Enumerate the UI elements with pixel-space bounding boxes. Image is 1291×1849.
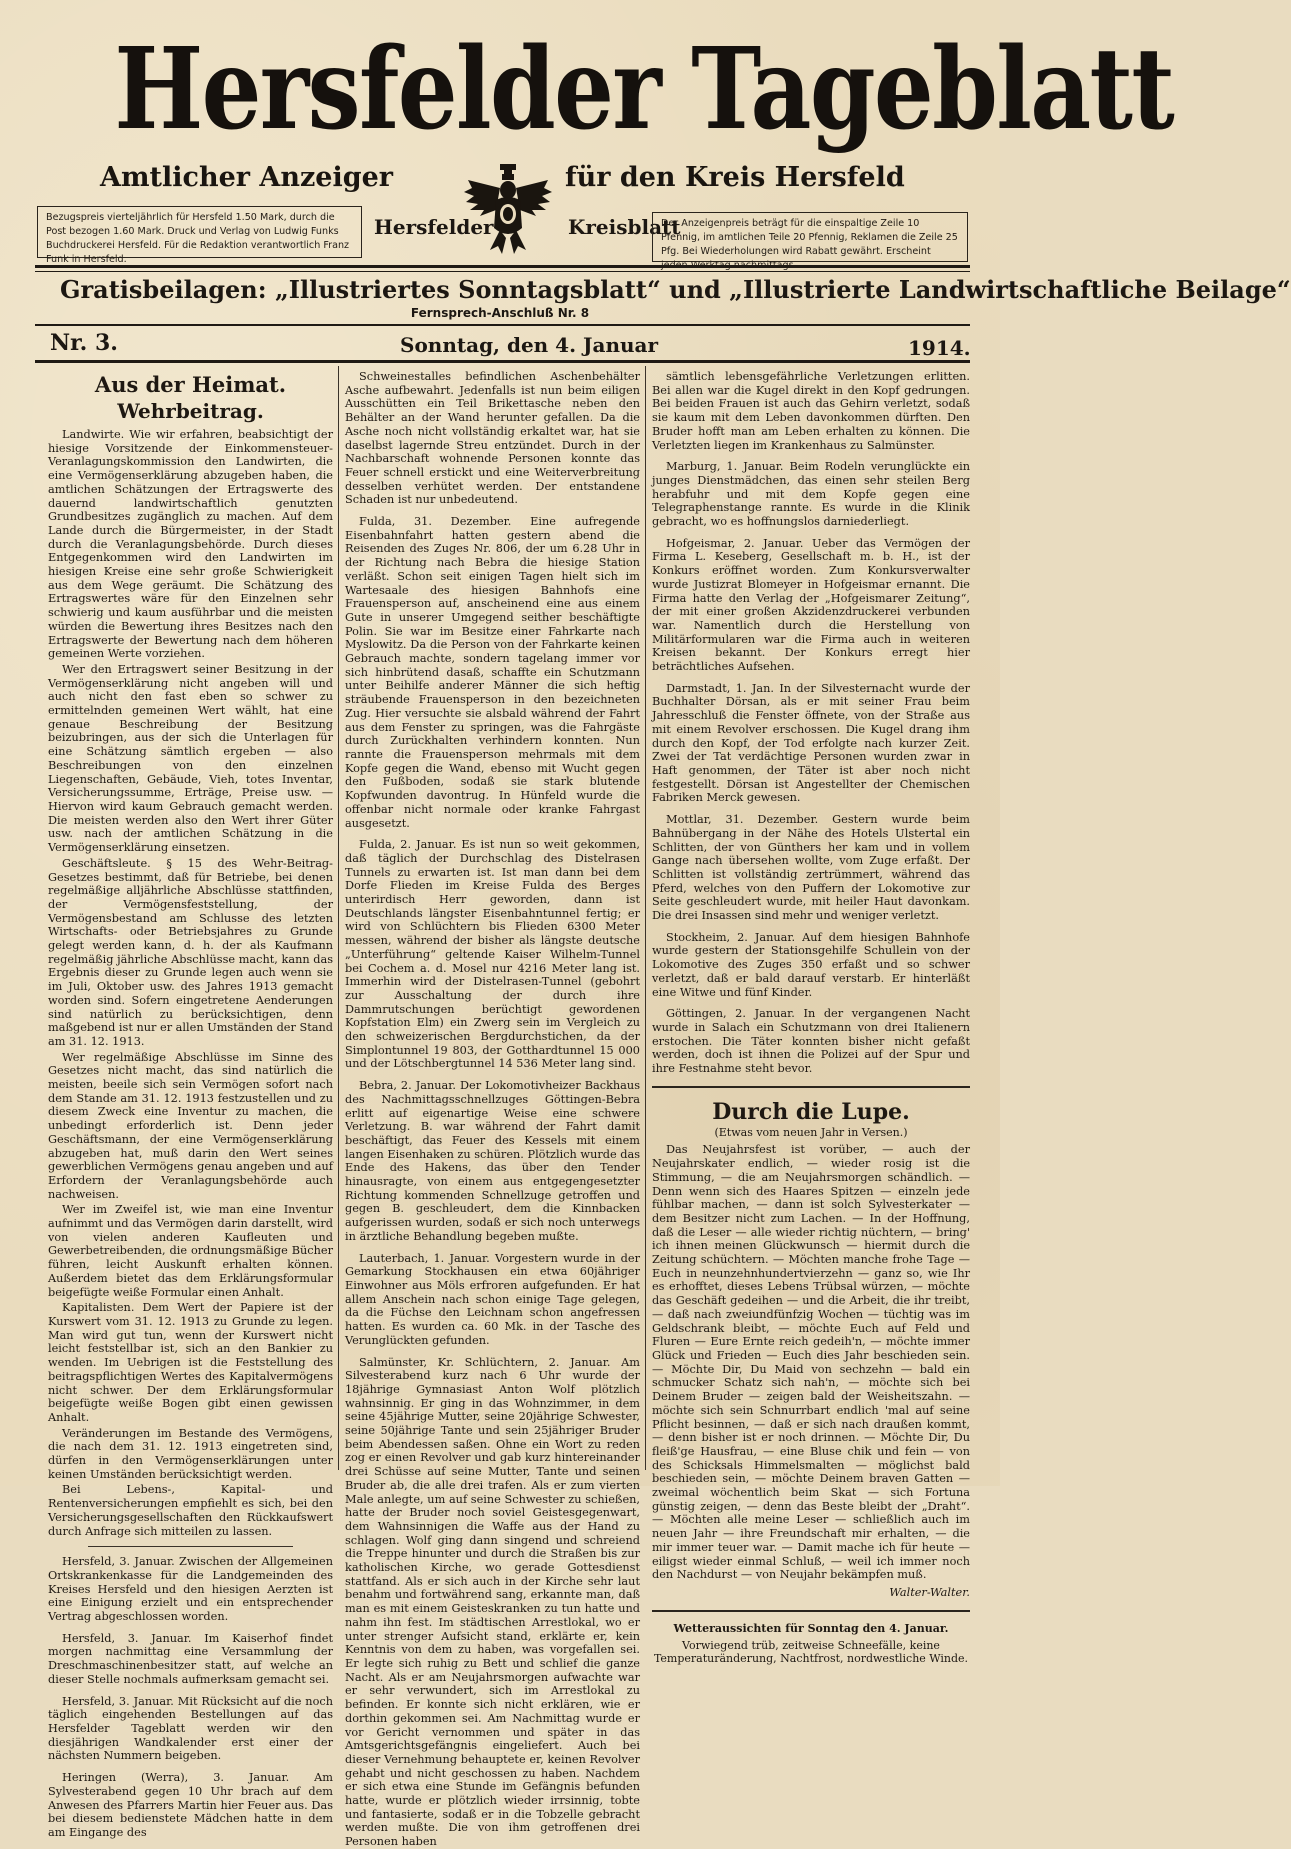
separator [88, 1546, 293, 1547]
article-paragraph: Göttingen, 2. Januar. In der vergangenen Nacht wurde in Salach ein Schutzmann von drei Italienern erstochen. Die Täter konnten bisher nicht gefaßt werden, doch ist ihnen die Polizei auf der Spur und ihre Festnahme steht bevor. [652, 1007, 970, 1076]
local-note: Heringen (Werra), 3. Januar. Am Sylvesterabend gegen 10 Uhr brach auf dem Anwesen des Pfarrers Martin hier Feuer aus. Das bei diesem bedienstete Mädchen hatte in dem am Eingange des [48, 1771, 333, 1839]
article-paragraph: Fulda, 2. Januar. Es ist nun so weit gekommen, daß täglich der Durchschlag des Distelrasen Tunnels zu erwarten ist. Ist man dann bei dem Dorfe Flieden im Kreise Fulda des Berges unterirdisch Herr geworden, dann ist Deutschlands längster Eisenbahntunnel fertig; er wird von Schlüchtern bis Flieden 6300 Meter messen, während der bisher als längste deutsche „Unterführung“ geltende Kaiser Wilhelm-Tunnel bei Cochem a. d. Mosel nur 4216 Meter lang ist. Immerhin wird der Distelrasen-Tunnel (gebohrt zur Ausschaltung der durch ihre Dammrutschungen berüchtigt gewordenen Kopfstation Elm) ein Zwerg sein im Vergleich zu den schweizerischen Bergdurchstichen, da der Simplontunnel 19 803, der Gotthardtunnel 15 000 und der Lötschbergtunnel 14 536 Meter lang sind. [345, 838, 640, 1071]
column-2 [345, 370, 641, 1849]
article-paragraph: Wer den Ertragswert seiner Besitzung in der Vermögenserklärung nicht angeben will und auch nicht den fast eben so schwer zu ermittelnden gemeinen Wert wählt, hat eine genaue Beschreibung der Besitzung beizubringen, aus der sich die Unterlagen für eine Schätzung sämtlich ergeben — also Beschreibungen von den einzelnen Liegenschaften, Gebäude, Vieh, totes Inventar, Versicherungssumme, Erträge, Preise usw. — Hiervon wird kaum Gebrauch gemacht werden. Die meisten werden also den Wert ihrer Güter usw. nach der amtlichen Schätzung in die Vermögenserklärung einsetzen. [48, 662, 333, 855]
issue-date: Sonntag, den 4. Januar [400, 333, 659, 357]
article-paragraph: Mottlar, 31. Dezember. Gestern wurde beim Bahnübergang in der Nähe des Hotels Ulstertal ein Schlitten, der von Günthers her kam und in vollem Gange nach übersehen wollte, vom Zuge erfaßt. Der Schlitten ist vollständig zertrümmert, während das Pferd, welches von den Puffern der Lokomotive zur Seite geschleudert wurde, mit heiler Haut davonkam. Die drei Insassen sind mehr und weniger verletzt. [652, 813, 970, 923]
article-paragraph: Wer im Zweifel ist, wie man eine Inventur aufnimmt und das Vermögen darin darstellt, wird von vielen anderen Kaufleuten und Gewerbetreibenden, die ordnungsmäßige Bücher führen, leicht Auskunft erhalten können. Außerdem bietet das dem Erklärungsformular beigefügte weiße Formular einen Anhalt. [48, 1203, 333, 1299]
article-paragraph: Veränderungen im Bestande des Vermögens, die nach dem 31. 12. 1913 eingetreten sind, dürfen in den Vermögenserklärungen unter keinen Umständen berücksichtigt werden. [48, 1426, 333, 1481]
subtitle-official: Amtlicher Anzeiger [100, 162, 394, 193]
article-paragraph: Bei Lebens-, Kapital- und Rentenversicherungen empfiehlt es sich, bei den Versicherungsgesellschaften den Rückkaufswert durch Anfrage sich mitteilen zu lassen. [48, 1483, 333, 1538]
article-paragraph: Hofgeismar, 2. Januar. Ueber das Vermögen der Firma L. Keseberg, Gesellschaft m. b. H., ist der Konkurs eröffnet worden. Zum Konkursverwalter wurde Justizrat Blomeyer in Hofgeismar ernannt. Die Firma hatte den Verlag der „Hofgeismarer Zeitung“, der mit einer großen Akzidenzdruckerei verbunden war. Namentlich durch die Herstellung von Militärformularen war die Firma auch in weiteren Kreisen bekannt. Der Konkurs erregt hier beträchtliches Aufsehen. [652, 536, 970, 674]
author-signature: Walter-Walter. [889, 1585, 970, 1599]
article-paragraph: Geschäftsleute. § 15 des Wehr-Beitrag-Gesetzes bestimmt, daß für Betriebe, bei denen regelmäßige alljährliche Abschlüsse stattfinden, der Vermögensfeststellung, der Vermögensbestand am Schlusse des letzten Wirtschafts- oder Betriebsjahres zu Grunde gelegt werden kann, d. h. der als Kaufmann regelmäßig jährliche Abschlüsse macht, kann das Ergebnis dieser zu Grunde legen auch wenn sie im Juli, Oktober usw. des Jahres 1913 gemacht worden sind. Sofern eingetretene Aenderungen sind natürlich zu berücksichtigen, denn maßgebend ist nur er allen Umständen der Stand am 31. 12. 1913. [48, 856, 333, 1048]
phone-line: Fernsprech-Anschluß Nr. 8 [410, 306, 590, 320]
advert-price-info: Der Anzeigenpreis beträgt für die einspaltige Zeile 10 Pfennig, im amtlichen Teile 20 Pfennig, Reklamen die Zeile 25 Pfg. Bei Wiederholungen wird Rabatt gewährt. Erscheint [652, 212, 968, 262]
issue-number: Nr. 3. [50, 330, 118, 356]
article-paragraph: Marburg, 1. Januar. Beim Rodeln verunglückte ein junges Dienstmädchen, das einen sehr steilen Berg herabfuhr und mit dem Kopfe gegen eine Telegraphenstange rannte. Es wurde in die Klinik gebracht, wo es hoffnungslos darniederliegt. [652, 460, 970, 529]
column-divider [645, 366, 646, 1470]
weather-forecast: Vorwiegend trüb, zeitweise Schneefälle, keine Temperaturänderung, Nachtfrost, nordwestliche Winde. [653, 1638, 969, 1665]
section-heading: Aus der Heimat. [94, 372, 287, 397]
divider [35, 265, 970, 268]
feuilleton-subheading: (Etwas vom neuen Jahr in Versen.) [714, 1125, 908, 1139]
side-label-left: Hersfelder [374, 215, 494, 239]
local-note: Hersfeld, 3. Januar. Zwischen der Allgemeinen Ortskrankenkasse für die Landgemeinden des Kreises Hersfeld und den hiesigen Aerzten ist eine Einigung erzielt und ein entsprechender Vertrag abgeschlossen worden. [48, 1555, 333, 1624]
separator [652, 1086, 970, 1088]
side-label-right: Kreisblatt [568, 215, 681, 239]
local-note: Hersfeld, 3. Januar. Mit Rücksicht auf die noch täglich eingehenden Bestellungen auf das Hersfelder Tageblatt werden wir den diesjährigen Wandkalender erst einer der nächsten Nummern beigeben. [48, 1694, 333, 1763]
divider [35, 360, 970, 363]
subtitle-district: für den Kreis Hersfeld [565, 162, 905, 193]
supplements-banner: Gratisbeilagen: „Illustriertes Sonntagsblatt“ und „Illustrierte Landwirtschaftliche Beilage“ [60, 275, 1291, 304]
local-note: Hersfeld, 3. Januar. Im Kaiserhof findet morgen nachmittag eine Versammlung der Dreschmaschinenbesitzer statt, auf welche an dieser Stelle nochmals aufmerksam gemacht sei. [48, 1631, 333, 1686]
feuilleton-heading: Durch die Lupe. [712, 1098, 910, 1125]
divider [35, 324, 970, 326]
article-paragraph: Wer regelmäßige Abschlüsse im Sinne des Gesetzes nicht macht, das sind natürlich die meisten, beeile sich sein Vermögen sofort nach dem Stande am 31. 12. 1913 festzustellen und zu diesem Zweck eine Inventur zu machen, die unbedingt erforderlich ist. Denn jeder Geschäftsmann, der eine Vermögenserklärung abzugeben hat, muß darin den Wert seines gewerblichen Vermögens genau angeben und auf Erfordern der Veranlagungsbehörde auch nachweisen. [48, 1050, 333, 1201]
article-paragraph: Lauterbach, 1. Januar. Vorgestern wurde in der Gemarkung Stockhausen ein etwa 60jähriger Einwohner aus Möls erfroren aufgefunden. Er hat allem Anschein nach schon einige Tage gelegen, da die Füchse den Leichnam schon angefressen hatten. Es wurden ca. 60 Mk. in der Tasche des Verunglückten gefunden. [345, 1251, 640, 1347]
column-1 [48, 370, 333, 1839]
newspaper-title: Hersfelder Tageblatt [114, 24, 1174, 155]
separator [652, 1610, 970, 1612]
article-paragraph: Kapitalisten. Dem Wert der Papiere ist der Kurswert vom 31. 12. 1913 zu Grunde zu legen. Man wird gut tun, wenn der Kurswert nicht leicht feststellbar ist, sich an den Bankier zu wenden. Im Uebrigen ist die Feststellung des beitragspflichtigen Wertes des Kapitalvermögens nicht schwer. Der dem Erklärungsformular beigefügte weiße Bogen gibt einen gewissen Anhalt. [48, 1301, 333, 1424]
article-paragraph: Salmünster, Kr. Schlüchtern, 2. Januar. Am Silvesterabend kurz nach 6 Uhr wurde der 18jährige Gymnasiast Anton Wolf plötzlich wahnsinnig. Er ging in das Wohnzimmer, in dem seine 45jährige Mutter, seine 20jährige Schwester, seine 50jährige Tante und sein 25jähriger Bruder beim Abendessen saßen. Ohne ein Wort zu reden zog er einen Revolver und gab kurz hintereinander drei Schüsse auf seine Mutter, Tante und seinen Bruder ab, die alle drei trafen. Als er zum vierten Male anlegte, um auf seine Schwester zu schießen, hatte der Bruder noch soviel Geistesgegenwart, dem Wahnsinnigen die Waffe aus der Hand zu schlagen. Wolf ging dann singend und schreiend die Treppe hinunter und durch die Straßen bis zur katholischen Kirche, wo gerade Gottesdienst stattfand. Als er sich auch in der Kirche sehr laut benahm und fortwährend sang, erkannte man, daß man es mit einem Geisteskranken zu tun hatte und nahm ihn fest. Im städtischen Arrestlokal, wo er unter strenger Aufsicht stand, erklärte er, kein Kenntnis von dem zu haben, was vorgefallen sei. Er legte sich ruhig zu Bett und schlief die ganze Nacht. Als er am Neujahrsmorgen aufwachte war er sehr verwundert, sich im Arrestlokal zu befinden. Er konnte sich nicht erklären, wie er dorthin gekommen sei. Am Nachmittag wurde er vor Gericht vernommen und später in das Amtsgerichtsgefängnis eingeliefert. Auch bei dieser Vernehmung behauptete er, keinen Revolver gehabt und nicht geschossen zu haben. Nachdem er sich etwa eine Stunde im Gefängnis befunden hatte, wurde er plötzlich wieder irrsinnig, tobte und fantasierte, sodaß er in die Tobzelle gebracht werden mußte. Die von ihm getroffenen drei Personen haben [345, 1355, 640, 1849]
article-paragraph: Schweinestalles befindlichen Aschenbehälter Asche aufbewahrt. Jedenfalls ist nun beim eiligen Ausschütten ein Teil Brikettasche neben den Behälter an der Wand herunter gefallen. Da die Asche noch nicht vollständig erkaltet war, hat sie daselbst lagernde Streu entzündet. Durch in der Nachbarschaft wohnende Personen konnte das Feuer schnell erstickt und eine Weiterverbreitung desselben verhütet werden. Der entstandene Schaden ist nur unbedeutend. [345, 370, 640, 507]
article-paragraph: Darmstadt, 1. Jan. In der Silvesternacht wurde der Buchhalter Dörsan, als er mit seiner Frau beim Jahresschluß die Fenster öffnete, von der Straße aus mit einem Revolver erschossen. Die Kugel drang ihm durch den Kopf, der Tod erfolgte nach kurzer Zeit. Zwei der Tat verdächtige Personen wurden zwar in Haft genommen, der Täter ist aber noch nicht festgestellt. Dörsan ist Angestellter der Chemischen Fabriken Merck gewesen. [652, 681, 970, 805]
column-3 [652, 370, 970, 1665]
article-paragraph: Landwirte. Wie wir erfahren, beabsichtigt der hiesige Vorsitzende der Einkommensteuer-Veranlagungskommission den Landwirten, die eine Vermögenserklärung abzugeben haben, die amtlichen Schätzungen der Ertragswerte des dauernd landwirtschaftlich genutzten Grundbesitzes zugänglich zu machen. Auf dem Lande durch die Bürgermeister, in der Stadt durch die Veranlagungsbehörde. Durch dieses Entgegenkommen wird den Landwirten im hiesigen Kreise eine sehr große Schwierigkeit aus dem Wege geräumt. Die Schätzung des Ertragswertes wäre für den Einzelnen sehr schwierig und kaum ausführbar und die meisten würden die Bewertung ihres Besitzes nach den Ertragswerte der Bewertung nach dem höheren gemeinen Werte vorziehen. [48, 428, 333, 661]
subscription-info: Bezugspreis vierteljährlich für Hersfeld 1.50 Mark, durch die Post bezogen 1.60 Mark. Druck und Verlag von Ludwig Funks Buchdruckerei Hersfeld. Für die Redaktion verantwortlich Franz Funk in Hersfeld. [37, 206, 362, 258]
article-paragraph: Stockheim, 2. Januar. Auf dem hiesigen Bahnhofe wurde gestern der Stationsgehilfe Schullein von der Lokomotive des Zuges 350 erfaßt und so schwer verletzt, daß er bald darauf verstarb. Er hinterläßt eine Witwe und fünf Kinder. [652, 930, 970, 999]
article-paragraph: Bebra, 2. Januar. Der Lokomotivheizer Backhaus des Nachmittagsschnellzuges Göttingen-Bebra erlitt auf eigenartige Weise eine schwere Verletzung. B. war während der Fahrt damit beschäftigt, das Feuer des Kessels mit einem langen Eisenhaken zu schüren. Plötzlich wurde das Ende des Hakens, das über den Tender hinausragte, von einem aus entgegengesetzter Richtung kommenden Schnellzuge getroffen und gegen B. geschleudert, dem die Kinnbacken aufgerissen wurden, sodaß er sich noch unterwegs in ärztliche Behandlung begeben mußte. [345, 1079, 641, 1243]
article-paragraph: Fulda, 31. Dezember. Eine aufregende Eisenbahnfahrt hatten gestern abend die Reisenden des Zuges Nr. 806, der um 6.28 Uhr in der Richtung nach Bebra die hiesige Station verläßt. Schon seit einigen Tagen hielt sich im Wartesaale des hiesigen Bahnhofs eine Frauensperson auf, anscheinend eine aus einem Gute in unserer Umgegend seither beschäftigte Polin. Sie war im Besitze einer Fahrkarte nach Myslowitz. Da die Person von der Fahrkarte keinen Gebrauch machte, sondern tagelang immer vor sich hinbrütend dasaß, schaffte ein Schutzmann unter Beihilfe anderer Männer die sich heftig sträubende Frauensperson in den bezeichneten Zug. Hier versuchte sie alsbald während der Fahrt aus dem Fenster zu springen, was die Fahrgäste durch Zurückhalten verhindern konnten. Nun rannte die Frauensperson mehrmals mit dem Kopfe gegen die Wand, ebenso mit Wucht gegen den Fußboden, sodaß sie stark blutende Kopfwunden davontrug. In Hünfeld wurde die offenbar nicht normale oder kranke Fahrgast ausgesetzt. [345, 515, 640, 830]
eagle-crest-icon [460, 158, 556, 258]
weather-heading: Wetteraussichten für Sonntag den 4. Januar. [673, 1621, 949, 1635]
article-heading: Wehrbeitrag. [117, 399, 264, 423]
column-divider [338, 366, 339, 1470]
article-paragraph: sämtlich lebensgefährliche Verletzungen erlitten. Bei allen war die Kugel direkt in den Kopf gedrungen. Bei beiden Frauen ist auch das Gehirn verletzt, sodaß sie kaum mit dem Leben davonkommen dürften. Den Bruder hofft man am Leben erhalten zu können. Die Verletzten liegen im Krankenhaus zu Salmünster. [652, 370, 970, 452]
issue-year: 1914. [908, 336, 971, 360]
feuilleton-text: Das Neujahrsfest ist vorüber, — auch der Neujahrskater endlich, — wieder rosig ist die Stimmung, — die am Neujahrsmorgen schändlich. — Denn wenn sich des Haares Spitzen — einzeln jede fühlbar machen, — dann ist solch Sylvesterkater — dem Besitzer nicht zum Lachen. — In der Hoffnung, daß die Leser — alle wieder richtig nüchtern, — bring' ich ihnen meinen Glückwunsch — hiermit durch die Zeitung schüchtern. — Möchten manche frohe Tage — Euch in neunzehnhundertvierzehn — ganz so, wie Ihr es erhofftet, dieses Lebens Trübsal würzen, — möchte das Geschäft gedeihen — und die Arbeit, die ihr treibt, — daß nach zweiundfünfzig Wochen — tüchtig was im Geldschrank bleibt, — möchte Euch auf Feld und Fluren — Eure Ernte reich gedeih'n, — möchte immer Glück und Frieden — Euch dies Jahr beschieden sein. — Möchte Dir, Du Maid von sechzehn — bald ein schmucker Schatz sich nah'n, — möchte sich bei Deinem Bruder — zeigen bald der Weisheitszahn. — möchte sich sein Schnurrbart endlich 'mal auf seine Pflicht besinnen, — daß er sich nach draußen kommt, — denn bisher ist er noch drinnen. — Möchte Dir, Du fleiß'ge Hausfrau, — eine Bluse chik und fein — von des Schicksals Himmelsmalten — möglichst bald beschieden sein, — möchte Deinem braven Gatten — zweimal wöchentlich beim Skat — sich Fortuna günstig zeigen, — denn das Beste bleibt der „Draht“. — Möchten alle meine Leser — schließlich auch im neuen Jahr — ihre Freundschaft mir erhalten, — die mir immer teuer war. — Damit mache ich für heute — eiligst wieder einmal Schluß, — weil ich immer noch den Nachdurst — von Neujahr bekämpfen muß. [652, 1143, 970, 1582]
